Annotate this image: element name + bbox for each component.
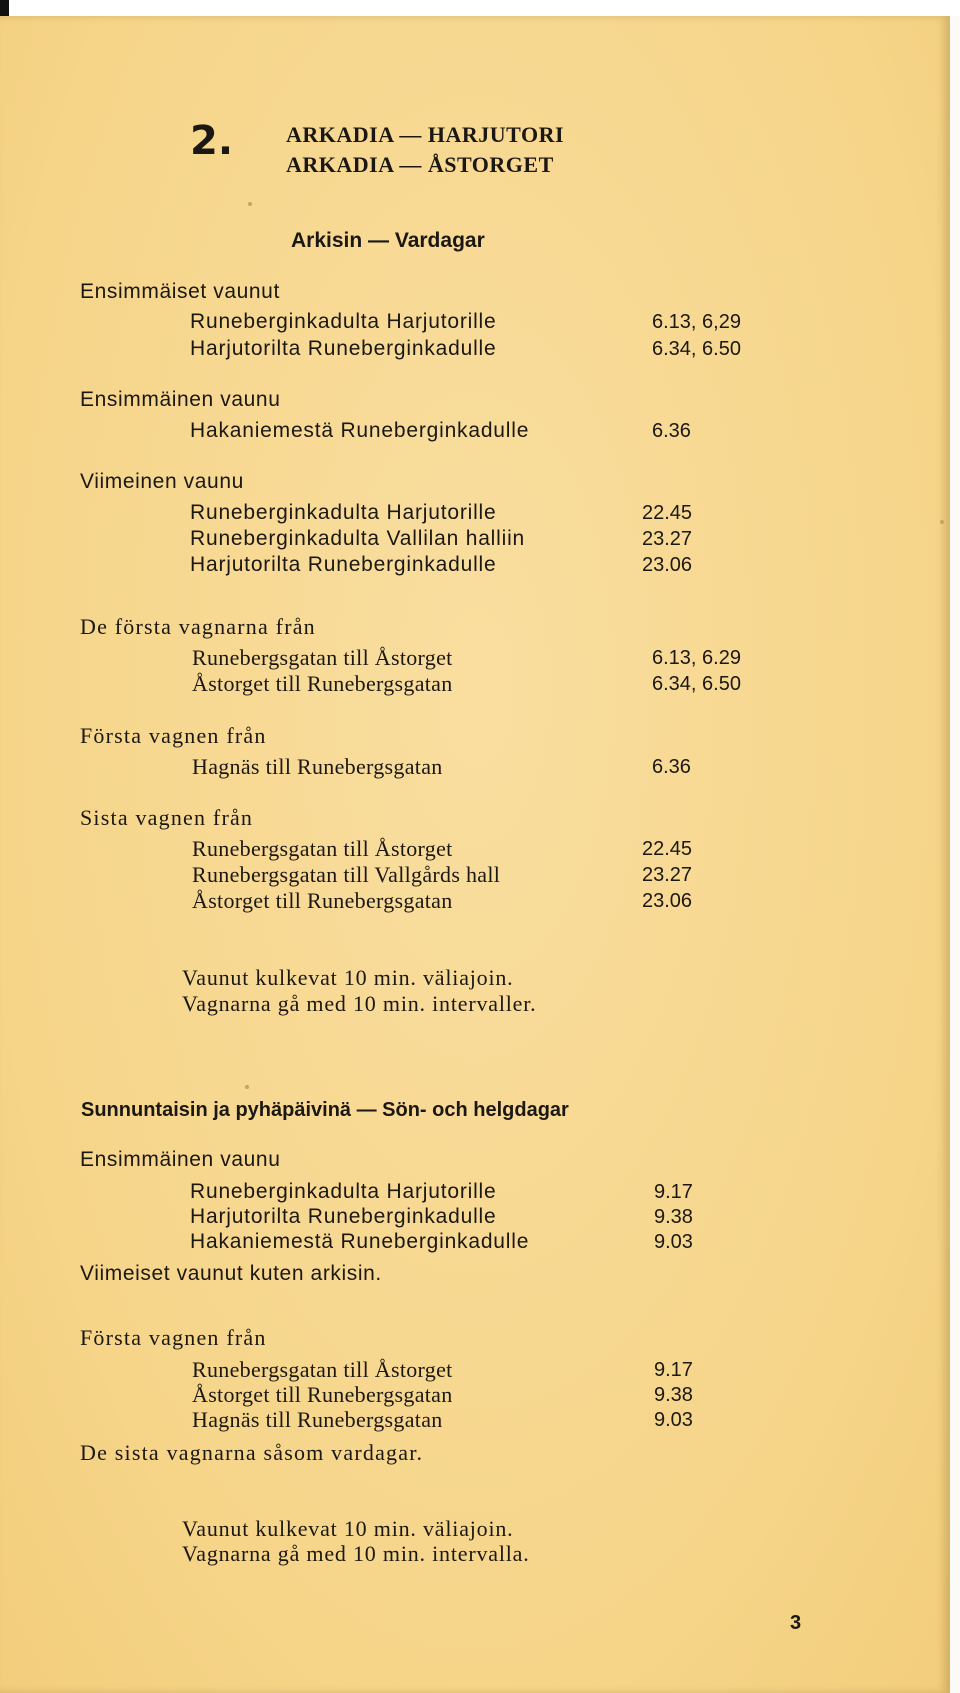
time-value: 6.34, 6.50 <box>652 338 741 360</box>
time-value: 22.45 <box>642 838 693 860</box>
route-text: Hakaniemestä Runeberginkadulle <box>190 419 530 442</box>
section-title: Ensimmäinen vaunu <box>80 1148 281 1171</box>
weekday-heading: Arkisin — Vardagar <box>291 229 485 252</box>
section-title: Första vagnen från <box>80 723 267 748</box>
interval-note-sv: Vagnarna gå med 10 min. intervalla. <box>182 1541 530 1566</box>
route-text: Hagnäs till Runebergsgatan <box>192 1407 443 1432</box>
route-text: Runeberginkadulta Vallilan halliin <box>190 527 526 550</box>
time-value: 6.36 <box>652 756 691 778</box>
route-title-sv: ARKADIA — ÅSTORGET <box>286 152 554 177</box>
section-title: De första vagnarna från <box>80 614 316 639</box>
route-text: Runebergsgatan till Vallgårds hall <box>192 862 501 887</box>
time-value: 9.03 <box>654 1231 693 1253</box>
route-text: Runebergsgatan till Åstorget <box>192 1357 453 1382</box>
route-text: Hagnäs till Runebergsgatan <box>192 754 443 779</box>
fi-last-note: Viimeiset vaunut kuten arkisin. <box>80 1262 382 1285</box>
route-text: Runeberginkadulta Harjutorille <box>190 310 497 333</box>
route-text: Runebergsgatan till Åstorget <box>192 645 453 670</box>
route-text: Åstorget till Runebergsgatan <box>192 671 453 696</box>
page-number: 3 <box>790 1612 802 1634</box>
time-value: 22.45 <box>642 502 693 524</box>
route-number: 2. <box>190 118 234 164</box>
time-value: 9.38 <box>654 1384 693 1406</box>
route-text: Runebergsgatan till Åstorget <box>192 836 453 861</box>
paper-speck <box>245 1085 249 1089</box>
time-value: 23.27 <box>642 864 693 886</box>
time-value: 9.17 <box>654 1359 693 1381</box>
interval-note-fi: Vaunut kulkevat 10 min. väliajoin. <box>182 965 514 990</box>
time-value: 6.34, 6.50 <box>652 673 741 695</box>
route-text: Harjutorilta Runeberginkadulle <box>190 553 497 576</box>
sv-last-note: De sista vagnarna såsom vardagar. <box>80 1440 424 1465</box>
paper-speck <box>248 202 252 206</box>
section-title: Sista vagnen från <box>80 805 254 830</box>
paper-speck <box>940 520 944 524</box>
route-text: Åstorget till Runebergsgatan <box>192 888 453 913</box>
time-value: 6.13, 6,29 <box>652 311 741 333</box>
time-value: 23.06 <box>642 554 693 576</box>
time-value: 9.17 <box>654 1181 693 1203</box>
time-value: 9.38 <box>654 1206 693 1228</box>
section-title: Ensimmäinen vaunu <box>80 388 281 411</box>
time-value: 6.36 <box>652 420 691 442</box>
interval-note-fi: Vaunut kulkevat 10 min. väliajoin. <box>182 1516 514 1541</box>
route-text: Åstorget till Runebergsgatan <box>192 1382 453 1407</box>
section-title: Ensimmäiset vaunut <box>80 280 280 303</box>
time-value: 23.27 <box>642 528 693 550</box>
route-text: Harjutorilta Runeberginkadulle <box>190 337 497 360</box>
interval-note-sv: Vagnarna gå med 10 min. intervaller. <box>182 991 537 1016</box>
route-text: Harjutorilta Runeberginkadulle <box>190 1205 497 1228</box>
route-text: Hakaniemestä Runeberginkadulle <box>190 1230 530 1253</box>
time-value: 6.13, 6.29 <box>652 647 741 669</box>
time-value: 9.03 <box>654 1409 693 1431</box>
section-title: Viimeinen vaunu <box>80 470 244 493</box>
scan-margin <box>950 16 960 1693</box>
route-title-fi: ARKADIA — HARJUTORI <box>286 122 565 147</box>
holiday-heading: Sunnuntaisin ja pyhäpäivinä — Sön- och helgdagar <box>81 1099 569 1121</box>
section-title: Första vagnen från <box>80 1325 267 1350</box>
route-text: Runeberginkadulta Harjutorille <box>190 1180 497 1203</box>
time-value: 23.06 <box>642 890 693 912</box>
route-text: Runeberginkadulta Harjutorille <box>190 501 497 524</box>
